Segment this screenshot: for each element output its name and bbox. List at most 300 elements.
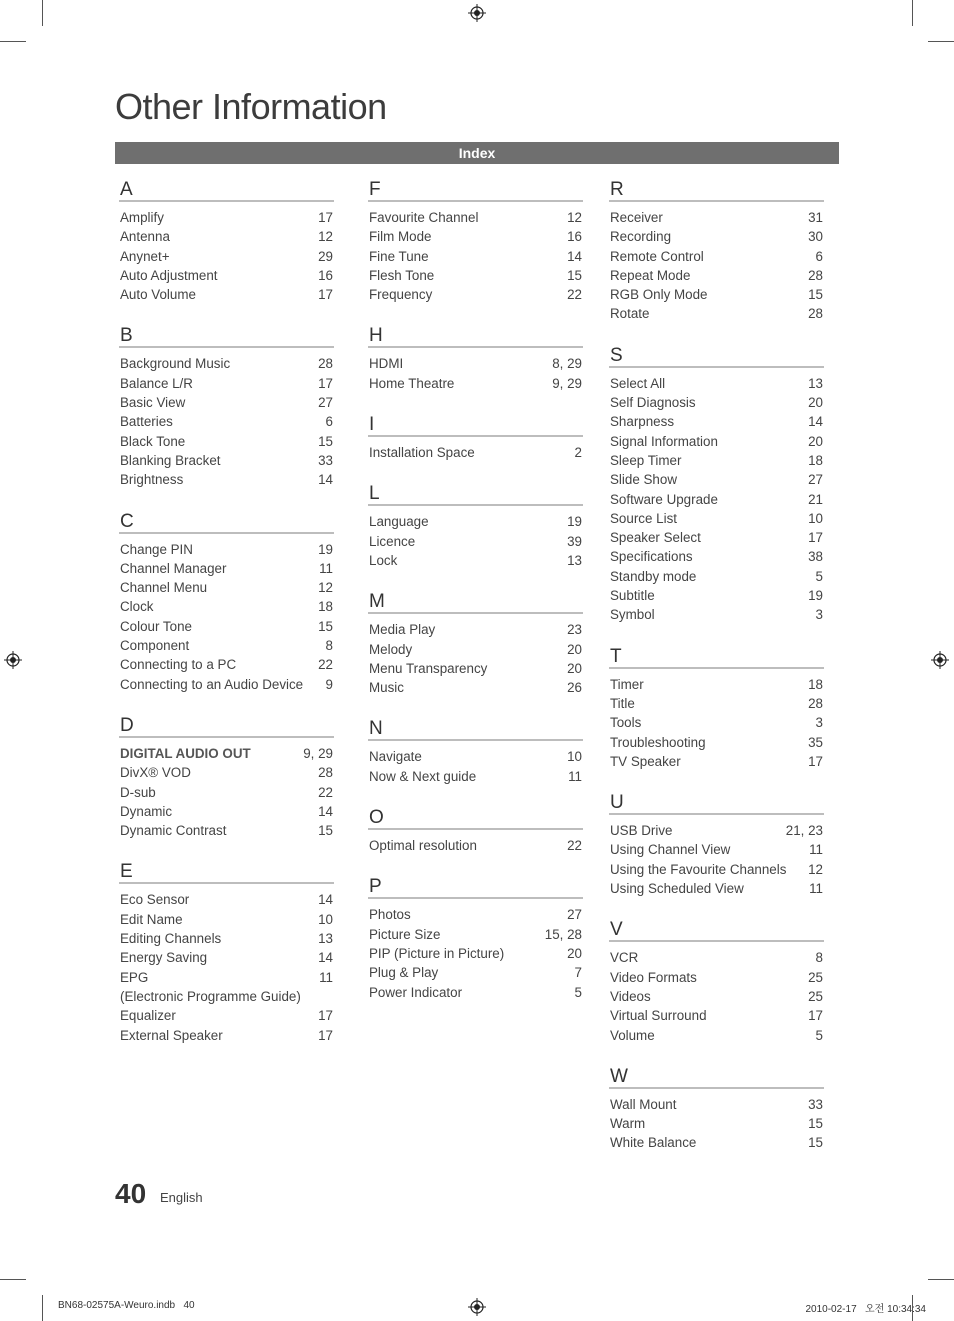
index-entry bbox=[609, 586, 824, 605]
section-letter: M bbox=[368, 590, 583, 614]
index-entry bbox=[119, 821, 334, 840]
entry-term: Using Channel View bbox=[610, 842, 731, 858]
entry-term: Recording bbox=[610, 229, 672, 245]
index-entry bbox=[368, 659, 583, 678]
entry-term: Sleep Timer bbox=[610, 452, 682, 468]
entry-page: 15 bbox=[808, 287, 823, 303]
entry-page: 12 bbox=[567, 210, 582, 225]
index-entry bbox=[119, 374, 334, 393]
entry-term: D-sub bbox=[120, 784, 156, 800]
index-entry bbox=[368, 285, 583, 304]
section-letter: N bbox=[368, 717, 583, 741]
entry-page: 7 bbox=[574, 965, 582, 981]
entry-term: RGB Only Mode bbox=[610, 287, 708, 303]
section-letter: A bbox=[119, 178, 334, 202]
index-entry bbox=[119, 910, 334, 929]
page-title: Other Information bbox=[115, 86, 387, 127]
index-entry bbox=[119, 890, 334, 909]
entry-page: 28 bbox=[808, 695, 823, 711]
entry-term: USB Drive bbox=[610, 823, 673, 839]
entry-term: TV Speaker bbox=[610, 753, 681, 769]
section-letter: T bbox=[609, 645, 824, 669]
entry-page: 20 bbox=[567, 945, 582, 961]
entry-page: 27 bbox=[567, 907, 582, 923]
entry-page: 3 bbox=[815, 715, 823, 731]
entry-page: 30 bbox=[808, 229, 823, 245]
entry-term: Source List bbox=[610, 510, 677, 526]
entry-page: 23 bbox=[567, 622, 582, 638]
index-entry bbox=[119, 744, 334, 763]
index-entry bbox=[119, 1026, 334, 1045]
section-letter: H bbox=[368, 324, 583, 348]
entry-page: 27 bbox=[318, 395, 333, 411]
entry-term: Editing Channels bbox=[120, 931, 222, 947]
index-section-m bbox=[368, 590, 583, 697]
index-entry bbox=[368, 983, 583, 1002]
section-letter: V bbox=[609, 918, 824, 942]
footer-file-info: BN68-02575A-Weuro.indb 40 bbox=[58, 1300, 195, 1311]
index-entry bbox=[119, 783, 334, 802]
entry-term: White Balance bbox=[610, 1135, 697, 1151]
registration-mark-icon bbox=[468, 1298, 486, 1316]
entry-page: 8, 29 bbox=[552, 356, 582, 372]
index-section-u bbox=[609, 791, 824, 898]
index-entry bbox=[609, 821, 824, 840]
index-entry bbox=[119, 451, 334, 470]
entry-page: 14 bbox=[567, 248, 582, 264]
index-entry bbox=[609, 567, 824, 586]
index-section-c bbox=[119, 510, 334, 694]
index-entry bbox=[119, 266, 334, 285]
entry-term: Timer bbox=[610, 676, 644, 692]
section-letter: F bbox=[368, 178, 583, 202]
index-entry bbox=[119, 285, 334, 304]
index-section-r bbox=[609, 178, 824, 324]
index-section-b bbox=[119, 324, 334, 489]
index-entry bbox=[609, 227, 824, 246]
entry-term: VCR bbox=[610, 950, 639, 966]
index-entry bbox=[368, 963, 583, 982]
entry-page: 18 bbox=[808, 676, 823, 692]
page-language: English bbox=[160, 1190, 203, 1205]
index-entry bbox=[609, 840, 824, 859]
entry-term: Power Indicator bbox=[369, 984, 463, 1000]
entry-term: Volume bbox=[610, 1027, 655, 1043]
section-letter: I bbox=[368, 413, 583, 437]
entry-page: 13 bbox=[567, 552, 582, 568]
entry-page: 9 bbox=[325, 676, 333, 692]
index-heading-bar: Index bbox=[115, 142, 839, 164]
index-entry bbox=[119, 578, 334, 597]
entry-page: 19 bbox=[567, 514, 582, 530]
entry-page: 8 bbox=[815, 950, 823, 966]
index-section-n bbox=[368, 717, 583, 786]
entry-page: 9, 29 bbox=[552, 375, 582, 391]
entry-term: Change PIN bbox=[120, 541, 193, 557]
section-letter: E bbox=[119, 860, 334, 884]
entry-term: Lock bbox=[369, 552, 398, 568]
index-section-s bbox=[609, 344, 824, 625]
entry-page: 28 bbox=[808, 306, 823, 322]
index-entry bbox=[368, 925, 583, 944]
index-section-o bbox=[368, 806, 583, 855]
section-letter: D bbox=[119, 714, 334, 738]
entry-page: 38 bbox=[808, 549, 823, 565]
index-entry bbox=[119, 968, 334, 1007]
section-letter: O bbox=[368, 806, 583, 830]
entry-term: Optimal resolution bbox=[369, 838, 477, 854]
entry-term: Symbol bbox=[610, 607, 655, 623]
entry-page: 21 bbox=[808, 491, 823, 507]
entry-page: 14 bbox=[318, 803, 333, 819]
entry-term: Colour Tone bbox=[120, 618, 192, 634]
index-section-h bbox=[368, 324, 583, 393]
section-letter: P bbox=[368, 875, 583, 899]
entry-page: 20 bbox=[808, 395, 823, 411]
entry-term: Fine Tune bbox=[369, 248, 429, 264]
entry-page: 8 bbox=[325, 638, 333, 654]
index-entry bbox=[368, 905, 583, 924]
entry-term: Signal Information bbox=[610, 433, 718, 449]
index-entry bbox=[119, 948, 334, 967]
entry-page: 12 bbox=[808, 861, 823, 877]
index-entry bbox=[119, 597, 334, 616]
entry-page: 13 bbox=[808, 375, 823, 391]
section-letter: U bbox=[609, 791, 824, 815]
index-section-p bbox=[368, 875, 583, 1001]
entry-term: Menu Transparency bbox=[369, 660, 488, 676]
entry-page: 20 bbox=[808, 433, 823, 449]
index-entry bbox=[609, 1095, 824, 1114]
entry-page: 31 bbox=[808, 210, 823, 225]
entry-term: Auto Volume bbox=[120, 287, 196, 303]
entry-page: 20 bbox=[567, 660, 582, 676]
index-entry bbox=[119, 655, 334, 674]
entry-term: Home Theatre bbox=[369, 375, 455, 391]
index-entry bbox=[368, 443, 583, 462]
entry-term: Auto Adjustment bbox=[120, 267, 218, 283]
index-entry bbox=[609, 675, 824, 694]
index-entry bbox=[119, 412, 334, 431]
entry-term: Warm bbox=[610, 1116, 646, 1132]
entry-page: 12 bbox=[318, 229, 333, 245]
entry-term: Edit Name bbox=[120, 911, 183, 927]
entry-term: Plug & Play bbox=[369, 965, 439, 981]
index-entry bbox=[609, 247, 824, 266]
index-entry bbox=[368, 532, 583, 551]
index-entry bbox=[609, 528, 824, 547]
entry-term: Installation Space bbox=[369, 445, 475, 461]
crop-mark bbox=[0, 1279, 26, 1280]
index-section-i bbox=[368, 413, 583, 462]
entry-term: Wall Mount bbox=[610, 1096, 677, 1112]
index-entry bbox=[368, 354, 583, 373]
entry-page: 17 bbox=[318, 210, 333, 225]
entry-page: 9, 29 bbox=[303, 745, 333, 761]
entry-page: 17 bbox=[318, 1008, 333, 1024]
entry-term: Connecting to an Audio Device bbox=[120, 676, 304, 692]
entry-term: Channel Menu bbox=[120, 580, 208, 596]
entry-page: 18 bbox=[808, 452, 823, 468]
index-entry bbox=[119, 617, 334, 636]
index-entry bbox=[609, 968, 824, 987]
entry-page: 5 bbox=[815, 568, 823, 584]
entry-page: 18 bbox=[318, 599, 333, 615]
section-letter: B bbox=[119, 324, 334, 348]
entry-term: Media Play bbox=[369, 622, 436, 638]
index-entry bbox=[119, 1006, 334, 1025]
section-letter: R bbox=[609, 178, 824, 202]
entry-term: Dynamic Contrast bbox=[120, 823, 227, 839]
index-entry bbox=[609, 266, 824, 285]
entry-term: Amplify bbox=[120, 210, 164, 225]
entry-page: 33 bbox=[318, 452, 333, 468]
index-entry bbox=[368, 374, 583, 393]
entry-page: 6 bbox=[815, 248, 823, 264]
entry-term: Component bbox=[120, 638, 190, 654]
entry-page: 14 bbox=[318, 950, 333, 966]
index-entry bbox=[119, 393, 334, 412]
entry-page: 19 bbox=[808, 588, 823, 604]
entry-term: Tools bbox=[610, 715, 642, 731]
crop-mark bbox=[42, 1295, 43, 1321]
index-entry bbox=[119, 247, 334, 266]
index-entry bbox=[368, 767, 583, 786]
entry-term: Troubleshooting bbox=[610, 734, 706, 750]
section-letter: L bbox=[368, 482, 583, 506]
index-entry bbox=[609, 412, 824, 431]
entry-page: 22 bbox=[318, 657, 333, 673]
entry-page: 22 bbox=[318, 784, 333, 800]
index-entry bbox=[368, 678, 583, 697]
index-entry bbox=[368, 836, 583, 855]
index-column-3 bbox=[609, 178, 824, 1173]
entry-term: Background Music bbox=[120, 356, 231, 372]
index-section-l bbox=[368, 482, 583, 570]
index-entry bbox=[119, 208, 334, 227]
entry-term: Antenna bbox=[120, 229, 170, 245]
index-entry bbox=[609, 432, 824, 451]
index-section-t bbox=[609, 645, 824, 771]
index-entry bbox=[119, 540, 334, 559]
index-section-f bbox=[368, 178, 583, 304]
entry-page: 17 bbox=[318, 1027, 333, 1043]
entry-page: 12 bbox=[318, 580, 333, 596]
entry-term: Video Formats bbox=[610, 969, 697, 985]
index-entry bbox=[368, 208, 583, 227]
index-entry bbox=[609, 470, 824, 489]
entry-term: Slide Show bbox=[610, 472, 677, 488]
entry-page: 28 bbox=[808, 267, 823, 283]
entry-term: Select All bbox=[610, 375, 666, 391]
index-entry bbox=[609, 987, 824, 1006]
entry-page: 10 bbox=[567, 749, 582, 765]
index-entry bbox=[609, 374, 824, 393]
index-entry bbox=[368, 620, 583, 639]
index-entry bbox=[609, 1026, 824, 1045]
entry-term: Receiver bbox=[610, 210, 663, 225]
index-entry bbox=[609, 208, 824, 227]
entry-term: Basic View bbox=[120, 395, 186, 411]
entry-page: 17 bbox=[318, 375, 333, 391]
index-entry bbox=[609, 547, 824, 566]
crop-mark bbox=[928, 1279, 954, 1280]
entry-page: 16 bbox=[318, 267, 333, 283]
crop-mark bbox=[912, 0, 913, 26]
entry-term: Self Diagnosis bbox=[610, 395, 696, 411]
entry-page: 15 bbox=[808, 1135, 823, 1151]
entry-term: Rotate bbox=[610, 306, 650, 322]
entry-term: Now & Next guide bbox=[369, 768, 477, 784]
entry-term: Using Scheduled View bbox=[610, 881, 744, 897]
registration-mark-icon bbox=[931, 651, 949, 669]
entry-term: DivX® VOD bbox=[120, 765, 191, 781]
entry-page: 14 bbox=[318, 892, 333, 908]
entry-term: Flesh Tone bbox=[369, 267, 435, 283]
index-entry bbox=[368, 227, 583, 246]
index-entry bbox=[609, 879, 824, 898]
entry-page: 15, 28 bbox=[544, 926, 582, 942]
index-section-e bbox=[119, 860, 334, 1044]
entry-term: Favourite Channel bbox=[369, 210, 479, 225]
entry-page: 11 bbox=[809, 842, 823, 858]
entry-term: Photos bbox=[369, 907, 411, 923]
entry-page: 20 bbox=[567, 641, 582, 657]
entry-term: Sharpness bbox=[610, 414, 675, 430]
entry-page: 15 bbox=[567, 267, 582, 283]
entry-term: Title bbox=[610, 695, 635, 711]
index-entry bbox=[609, 509, 824, 528]
entry-term: PIP (Picture in Picture) bbox=[369, 945, 505, 961]
entry-term: Speaker Select bbox=[610, 530, 701, 546]
crop-mark bbox=[42, 0, 43, 26]
entry-term: Standby mode bbox=[610, 568, 697, 584]
entry-page: 28 bbox=[318, 356, 333, 372]
entry-term: Navigate bbox=[369, 749, 422, 765]
index-entry bbox=[609, 605, 824, 624]
entry-term: Eco Sensor bbox=[120, 892, 190, 908]
entry-page: 29 bbox=[318, 248, 333, 264]
index-entry bbox=[609, 860, 824, 879]
entry-page: 16 bbox=[567, 229, 582, 245]
entry-page: 2 bbox=[574, 445, 582, 461]
entry-page: 22 bbox=[567, 838, 582, 854]
index-entry bbox=[609, 1114, 824, 1133]
index-entry bbox=[609, 451, 824, 470]
entry-page: 11 bbox=[568, 768, 582, 784]
entry-term: Clock bbox=[120, 599, 154, 615]
index-section-d bbox=[119, 714, 334, 840]
entry-term: Using the Favourite Channels bbox=[610, 861, 787, 877]
entry-term: Specifications bbox=[610, 549, 693, 565]
entry-page: 17 bbox=[808, 530, 823, 546]
entry-page: 19 bbox=[318, 541, 333, 557]
index-column-2 bbox=[368, 178, 583, 1022]
entry-term: Videos bbox=[610, 988, 651, 1004]
index-entry bbox=[119, 763, 334, 782]
footer-date-info: 2010-02-17 오전 10:34:34 bbox=[805, 1304, 926, 1315]
entry-page: 15 bbox=[318, 618, 333, 634]
entry-term: Subtitle bbox=[610, 588, 655, 604]
index-entry bbox=[119, 354, 334, 373]
registration-mark-icon bbox=[4, 651, 22, 669]
entry-term: Virtual Surround bbox=[610, 1008, 707, 1024]
index-entry bbox=[609, 694, 824, 713]
entry-page: 5 bbox=[574, 984, 582, 1000]
index-entry bbox=[368, 247, 583, 266]
entry-term: Software Upgrade bbox=[610, 491, 718, 507]
index-entry bbox=[119, 470, 334, 489]
entry-term: Equalizer bbox=[120, 1008, 176, 1024]
entry-term: Brightness bbox=[120, 472, 184, 488]
index-entry bbox=[609, 490, 824, 509]
entry-term: Film Mode bbox=[369, 229, 432, 245]
index-entry bbox=[609, 713, 824, 732]
entry-page: 11 bbox=[319, 560, 333, 576]
entry-page: 14 bbox=[808, 414, 823, 430]
crop-mark bbox=[928, 41, 954, 42]
index-entry bbox=[609, 1133, 824, 1152]
entry-page: 28 bbox=[318, 765, 333, 781]
index-entry bbox=[119, 636, 334, 655]
entry-page: 39 bbox=[567, 533, 582, 549]
entry-term: HDMI bbox=[369, 356, 404, 372]
index-section-w bbox=[609, 1065, 824, 1153]
index-entry bbox=[609, 304, 824, 323]
index-entry bbox=[609, 285, 824, 304]
entry-page: 11 bbox=[319, 969, 333, 985]
index-entry bbox=[368, 266, 583, 285]
index-entry bbox=[609, 733, 824, 752]
index-entry bbox=[119, 929, 334, 948]
registration-mark-icon bbox=[468, 4, 486, 22]
index-entry bbox=[368, 944, 583, 963]
entry-term: Balance L/R bbox=[120, 375, 193, 391]
entry-page: 11 bbox=[809, 881, 823, 897]
entry-page: 33 bbox=[808, 1096, 823, 1112]
index-section-v bbox=[609, 918, 824, 1044]
entry-page: 25 bbox=[808, 969, 823, 985]
section-letter: C bbox=[119, 510, 334, 534]
entry-page: 15 bbox=[318, 823, 333, 839]
entry-term: Language bbox=[369, 514, 429, 530]
entry-term: Blanking Bracket bbox=[120, 452, 221, 468]
index-entry bbox=[119, 227, 334, 246]
entry-term: Melody bbox=[369, 641, 413, 657]
entry-page: 26 bbox=[567, 680, 582, 696]
entry-term: Batteries bbox=[120, 414, 173, 430]
entry-term: Repeat Mode bbox=[610, 267, 691, 283]
entry-page: 6 bbox=[325, 414, 333, 430]
index-entry bbox=[368, 551, 583, 570]
entry-term: Channel Manager bbox=[120, 560, 227, 576]
entry-page: 13 bbox=[318, 931, 333, 947]
entry-term: External Speaker bbox=[120, 1027, 223, 1043]
entry-page: 15 bbox=[318, 433, 333, 449]
index-entry bbox=[119, 559, 334, 578]
index-entry bbox=[609, 948, 824, 967]
page-number: 40 bbox=[115, 1178, 147, 1209]
entry-page: 5 bbox=[815, 1027, 823, 1043]
index-entry bbox=[119, 675, 334, 694]
entry-page: 17 bbox=[808, 753, 823, 769]
index-section-a bbox=[119, 178, 334, 304]
index-column-1 bbox=[119, 178, 334, 1065]
entry-term: Black Tone bbox=[120, 433, 186, 449]
index-entry bbox=[368, 640, 583, 659]
entry-page: 21, 23 bbox=[785, 823, 823, 839]
entry-term: Licence bbox=[369, 533, 416, 549]
